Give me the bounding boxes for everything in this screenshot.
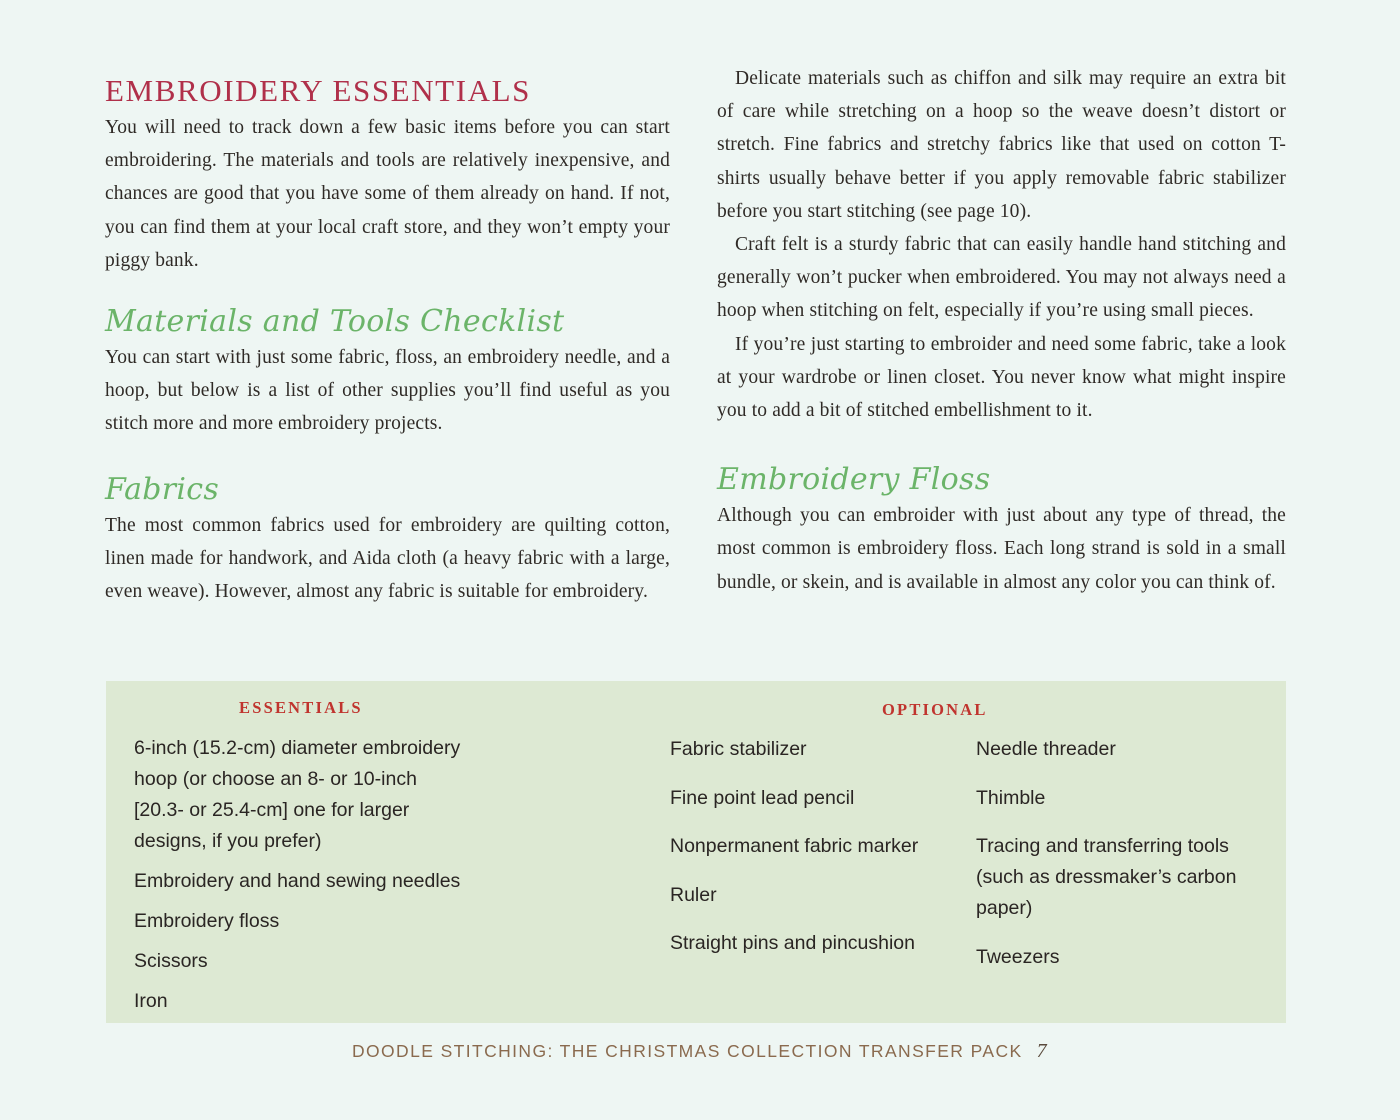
list-item: Ruler: [670, 883, 717, 906]
floss-paragraph: Although you can embroider with just about any type of thread, the most common is embroidery floss. Each long strand is sold in a small bundle, or skein, and is available in almost any color you can think of.: [717, 505, 1286, 593]
list-item: Embroidery floss: [134, 910, 280, 932]
checklist-paragraph: You can start with just some fabric, floss, an embroidery needle, and a hoop, but below is a list of other supplies you’ll find useful as you stitch more and more embroidery projects.: [105, 347, 670, 435]
optional-label: OPTIONAL: [882, 700, 988, 719]
optional-list-column-1: [670, 734, 950, 977]
essentials-label: ESSENTIALS: [239, 698, 363, 717]
fabrics-heading: Fabrics: [105, 471, 220, 507]
list-item: Nonpermanent fabric marker: [670, 835, 919, 857]
optional-list-column-2: [976, 734, 1256, 991]
page-title: EMBROIDERY ESSENTIALS: [105, 73, 532, 108]
list-item: Thimble: [976, 786, 1046, 809]
list-item: Straight pins and pincushion: [670, 932, 915, 954]
floss-heading: Embroidery Floss: [717, 462, 991, 498]
craft-felt-paragraph: Craft felt is a sturdy fabric that can easily handle hand stitching and generally won’t pucker when embroidered. You may not always need a hoop when stitching on felt, especially if you’re using small pieces.: [717, 234, 1286, 322]
checklist-box: [106, 681, 1286, 1023]
right-column: [717, 62, 1286, 599]
list-item: Iron: [134, 990, 168, 1012]
page-footer: [0, 1040, 1400, 1063]
fabrics-paragraph: The most common fabrics used for embroidery are quilting cotton, linen made for handwork, and Aida cloth (a heavy fabric with a large, even weave). However, almost any fabric is suitable for embroidery.: [105, 514, 670, 603]
checklist-heading: Materials and Tools Checklist: [105, 304, 565, 340]
essentials-list: [134, 733, 464, 1026]
list-item: Scissors: [134, 950, 208, 972]
left-column: [105, 62, 670, 608]
delicate-materials-paragraph: Delicate materials such as chiffon and silk may require an extra bit of care while stretching on a hoop so the weave doesn’t distort or stretch. Fine fabrics and stretchy fabrics like that used on cotton T-shirts usually behave better if you apply removable fabric stabilizer before you start stitching (see page 10).: [717, 68, 1286, 222]
list-item: Embroidery and hand sewing needles: [134, 870, 461, 892]
starting-paragraph: If you’re just starting to embroider and need some fabric, take a look at your wardrobe or linen closet. You never know what might inspire you to add a bit of stitched embellishment to it.: [717, 333, 1286, 422]
list-item: Fine point lead pencil: [670, 786, 855, 809]
list-item: Tracing and transferring tools (such as dressmaker’s carbon paper): [976, 835, 1237, 919]
list-item: Tweezers: [976, 946, 1060, 968]
list-item: 6-inch (15.2-cm) diameter embroidery hoop (or choose an 8- or 10-inch [20.3- or 25.4-cm] one for larger designs, if you prefer): [134, 737, 461, 852]
list-item: Needle threader: [976, 738, 1116, 760]
running-footer-title: DOODLE STITCHING: THE CHRISTMAS COLLECTION TRANSFER PACK: [352, 1041, 1023, 1061]
intro-paragraph: You will need to track down a few basic items before you can start embroidering. The materials and tools are relatively inexpensive, and chances are good that you have some of them already on hand. If not, you can find them at your local craft store, and they won’t empty your piggy bank.: [105, 117, 670, 271]
list-item: Fabric stabilizer: [670, 738, 807, 760]
page-number: 7: [1036, 1040, 1048, 1062]
